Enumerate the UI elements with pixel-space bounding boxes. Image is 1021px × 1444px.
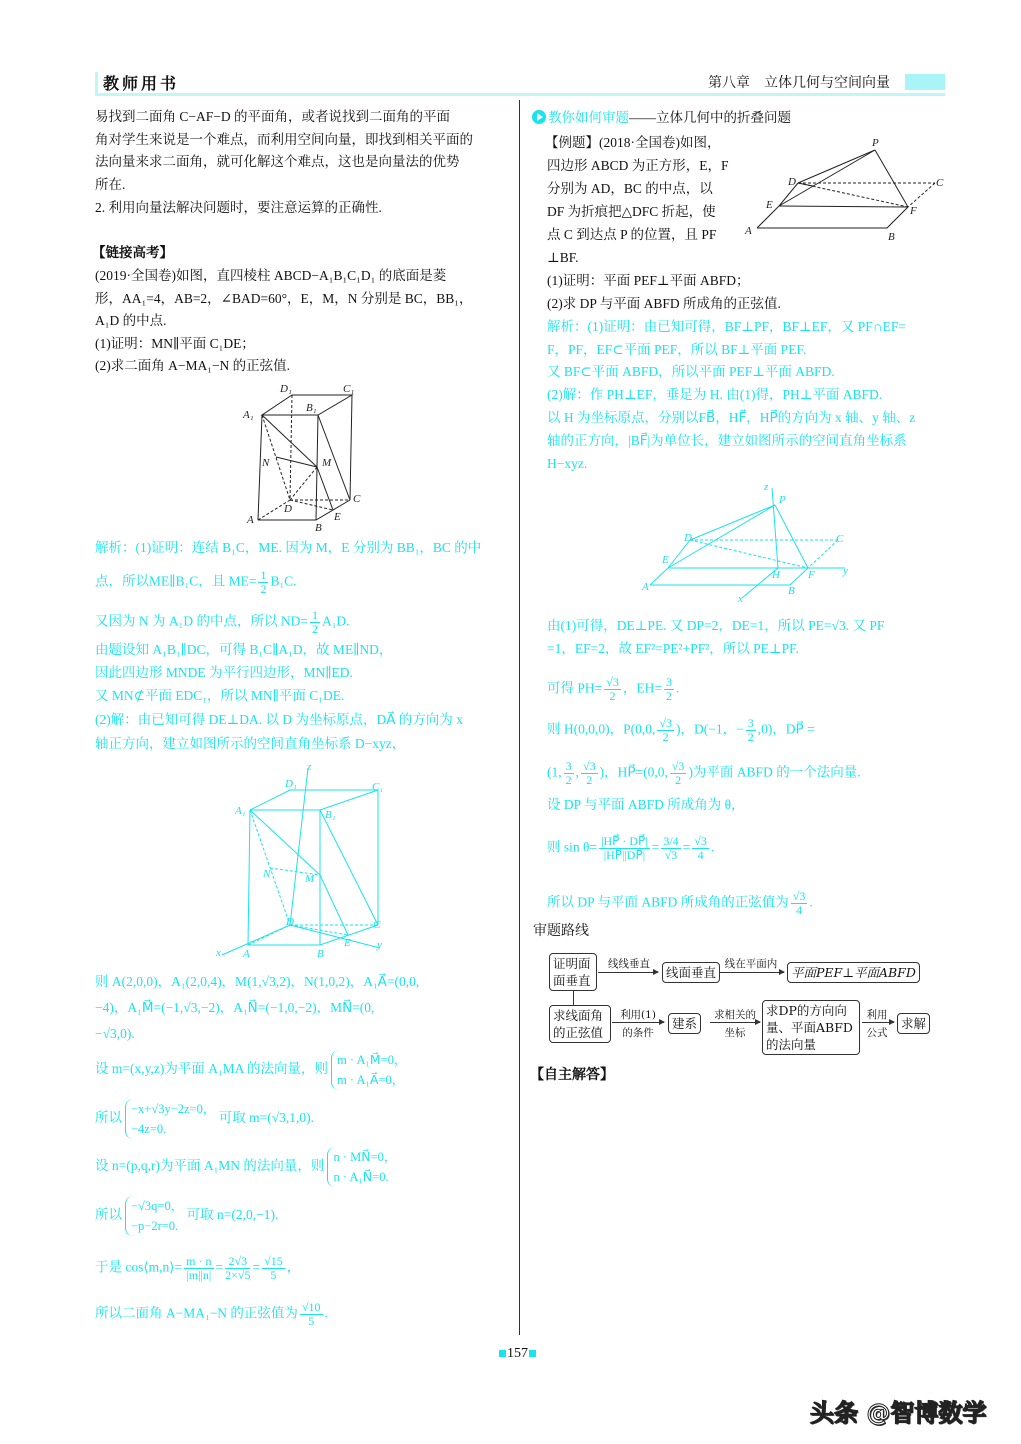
solution-line: 则 A(2,0,0)，A₁(2,0,4)，M(1,√3,2)，N(1,0,2)，A₁A⃗=(0,0, [95, 974, 420, 989]
section-title-review: 教你如何审题——立体几何中的折叠问题 [532, 108, 791, 128]
label-d: D [788, 176, 796, 188]
label-a: A [745, 225, 752, 237]
prism-coordinate-figure [215, 760, 390, 960]
flow-label: 利用公式 [866, 1009, 888, 1039]
solution-line: 因此四边形 MNDE 为平行四边形，MN∥ED. [95, 665, 353, 680]
intro-line: 易找到二面角 C−AF−D 的平面角，或者说找到二面角的平面 [95, 109, 450, 124]
flow-box-coordinates: 建系 [668, 1013, 701, 1034]
label-a: A [243, 948, 250, 960]
label-m: M [305, 873, 315, 885]
solution-line: 由题设知 A₁B₁∥DC，可得 B₁C∥A₁D，故 ME∥ND， [95, 642, 393, 657]
solution-line: 则 H(0,0,0)，P(0,0, $\frac{√3}{2}$ )，D(−1，− $\frac{3}{2}$ ,0)，DP⃗ = [547, 716, 815, 744]
self-answer-title: 【自主解答】 [530, 1068, 614, 1083]
flow-box-line-angle: 求线面角的正弦值 [549, 1005, 611, 1043]
label-b1: B₁ [306, 402, 317, 414]
label-c: C [836, 533, 844, 545]
label-p: P [779, 494, 786, 506]
label-y: y [843, 565, 848, 577]
label-z: z [307, 761, 312, 773]
label-z: z [764, 481, 769, 493]
intro-line: 所在. [95, 177, 126, 192]
example-line: 四边形 ABCD 为正方形，E，F [547, 158, 729, 173]
label-b: B [317, 948, 324, 960]
flow-label: 线在平面内 [724, 958, 778, 970]
flow-connector [573, 991, 574, 1005]
label-d: D [684, 532, 692, 544]
flow-box-prove-planes: 证明面面垂直 [549, 953, 597, 991]
label-d: D [286, 916, 294, 928]
label-x: x [216, 947, 221, 959]
header-accent-block [905, 74, 945, 90]
example-line: DF 为折痕把△DFC 折起，使 [547, 204, 716, 219]
label-h: H [772, 569, 780, 581]
example-line: 点 C 到达点 P 的位置，且 PF [547, 227, 717, 242]
solution-line: 可得 PH= $\frac{√3}{2}$ ，EH= $\frac{3}{2}$ . [547, 675, 680, 703]
page-number: 157 [498, 1346, 537, 1362]
problem-line: A₁D 的中点. [95, 313, 167, 328]
solution-line: −4)，A₁M⃗=(−1,√3,−2)，A₁N⃗=(−1,0,−2)，MN⃗=(0, [95, 1000, 375, 1015]
solution-line: −√3,0). [95, 1026, 135, 1041]
label-p: P [872, 137, 879, 149]
solution-line: 以 H 为坐标原点，分别以FB⃗，HF⃗，HP⃗的方向为 x 轴、y 轴、z [547, 410, 916, 425]
label-a: A [247, 514, 254, 526]
label-f: F [910, 205, 917, 217]
solution-line: 于是 cos⟨m,n⟩= $\frac{m \cdot n}{|m||n|}$ = $\frac{2√3}{2\times√5}$ = $\frac{√15}{5}$ ， [95, 1254, 301, 1282]
label-n: N [262, 457, 270, 469]
solution-line: 设 n=(p,q,r)为平面 A₁MN 的法向量，则 n · MN⃗=0， n · A₁N⃗=0. [95, 1147, 396, 1187]
flow-label: 利用(1)的条件 [620, 1009, 656, 1039]
label-c1: C₁ [372, 781, 384, 793]
label-x: x [738, 593, 743, 605]
label-c: C [353, 493, 361, 505]
example-line: (1)证明：平面 PEF⊥平面 ABFD； [547, 273, 750, 288]
label-n: N [263, 868, 271, 880]
example-line: (2)求 DP 与平面 ABFD 所成角的正弦值. [547, 296, 781, 311]
problem-line: (1)证明：MN∥平面 C₁DE； [95, 336, 255, 351]
example-line: ⊥BF. [547, 250, 579, 265]
label-a: A [642, 581, 649, 593]
column-divider [519, 100, 520, 1335]
solution-line: (1, $\frac{3}{2}$ , $\frac{√3}{2}$ )，HP⃗=(0,0, $\frac{√3}{2}$ )为平面 ABFD 的一个法向量. [547, 759, 861, 787]
fold-coordinate-figure [638, 480, 853, 605]
flow-label: 线线垂直 [608, 958, 650, 970]
label-b: B [788, 585, 795, 597]
flow-label: 求相关的坐标 [714, 1009, 756, 1039]
label-c: C [936, 177, 944, 189]
label-b: B [888, 231, 895, 243]
solution-line: =1，EF=2，故 EF²=PE²+PF²，所以 PE⊥PF. [547, 641, 799, 656]
label-e: E [766, 199, 773, 211]
label-m: M [322, 457, 332, 469]
prism-figure [238, 378, 368, 533]
solution-line: 设 m=(x,y,z)为平面 A₁MA 的法向量，则 m · A₁M⃗=0， m · A₁A⃗=0， [95, 1050, 406, 1090]
flow-box-line-plane: 线面垂直 [662, 962, 720, 983]
label-d1: D₁ [280, 383, 292, 395]
solution-line: 解析：(1)证明：由已知可得，BF⊥PF，BF⊥EF，又 PF∩EF= [547, 319, 906, 334]
label-b1: B₁ [325, 809, 336, 821]
solution-line: 解析：(1)证明：连结 B₁C，ME. 因为 M，E 分别为 BB₁，BC 的中 [95, 540, 482, 555]
header-tick [95, 72, 98, 94]
watermark: 头条 @智博数学 [810, 1399, 987, 1427]
solution-line: (2)解：由已知可得 DE⊥DA. 以 D 为坐标原点，DA⃗ 的方向为 x [95, 712, 464, 727]
label-a1: A₁ [243, 409, 254, 421]
solution-line: 轴的正方向，|BF⃗|为单位长，建立如图所示的空间直角坐标系 [547, 433, 907, 448]
header-rule [95, 93, 945, 96]
solution-line: 所以 −√3q=0， −p−2r=0. 可取 n=(2,0,−1). [95, 1196, 278, 1236]
label-e: E [344, 937, 351, 949]
solution-line: 所以 DP 与平面 ABFD 所成角的正弦值为 $\frac{√3}{4}$ . [547, 889, 813, 917]
label-d1: D₁ [285, 778, 297, 790]
problem-line: 形，AA₁=4，AB=2，∠BAD=60°，E，M，N 分别是 BC，BB₁， [95, 291, 473, 306]
problem-line: (2019·全国卷)如图，直四棱柱 ABCD−A₁B₁C₁D₁ 的底面是菱 [95, 268, 447, 283]
solution-line: 所以 −x+√3y−2z=0， −4z=0. 可取 m=(√3,1,0). [95, 1099, 314, 1139]
play-icon [532, 110, 546, 124]
label-d: D [284, 503, 292, 515]
label-c: C [373, 919, 381, 931]
solution-line: 则 sin θ= $\frac{|HP⃗ \cdot DP⃗|}{|HP⃗||DP⃗|}$ = $\frac{3/4}{√3}$ = $\frac{√3}{4}$ . [547, 834, 715, 862]
example-line: 分别为 AD，BC 的中点，以 [547, 181, 713, 196]
flow-box-vectors: 求DP的方向向量、平面ABFD的法向量 [762, 1000, 860, 1055]
route-title: 审题路线 [533, 924, 589, 939]
fold-figure [740, 135, 950, 247]
problem-line: (2)求二面角 A−MA₁−N 的正弦值. [95, 358, 291, 373]
example-line: 【例题】(2018·全国卷)如图， [545, 135, 721, 150]
header-book-label: 教师用书 [103, 74, 180, 93]
solution-line: 又 MN⊄平面 EDC₁，所以 MN∥平面 C₁DE. [95, 688, 345, 703]
solution-line: 又因为 N 为 A₁D 的中点，所以 ND= $\frac{1}{2}$ A₁D. [95, 608, 350, 636]
flow-box-result: 平面PEF⊥平面ABFD [787, 962, 920, 983]
solution-line: 轴正方向，建立如图所示的空间直角坐标系 D−xyz， [95, 736, 406, 751]
label-c1: C₁ [343, 383, 355, 395]
header-chapter: 第八章 立体几何与空间向量 [708, 75, 890, 91]
label-y: y [377, 939, 382, 951]
solution-line: H−xyz. [547, 456, 588, 471]
solution-line: 所以二面角 A−MA₁−N 的正弦值为 $\frac{√10}{5}$ . [95, 1300, 328, 1328]
intro-line: 角对学生来说是一个难点，而利用空间向量，即找到相关平面的 [95, 132, 473, 147]
label-e: E [334, 511, 341, 523]
intro-line: 法向量来求二面角，就可化解这个难点，这也是向量法的优势 [95, 154, 460, 169]
solution-line: 又 BF⊂平面 ABFD，所以平面 PEF⊥平面 ABFD. [547, 364, 835, 379]
label-f: F [808, 569, 815, 581]
solution-line: 由(1)可得，DE⊥PE. 又 DP=2，DE=1，所以 PE=√3. 又 PF [547, 618, 885, 633]
label-a1: A₁ [235, 805, 246, 817]
solution-line: 点，所以ME∥B₁C，且 ME= $\frac{1}{2}$ B₁C. [95, 568, 297, 596]
flow-box-solve: 求解 [897, 1013, 930, 1034]
label-e: E [662, 554, 669, 566]
solution-line: (2)解：作 PH⊥EF，垂足为 H. 由(1)得，PH⊥平面 ABFD. [547, 387, 883, 402]
label-b: B [315, 522, 322, 534]
section-title-link: 【链接高考】 [92, 245, 173, 260]
intro-line: 2. 利用向量法解决问题时，要注意运算的正确性. [95, 200, 382, 215]
solution-line: F，PF，EF⊂平面 PEF，所以 BF⊥平面 PEF. [547, 342, 807, 357]
solution-line: 设 DP 与平面 ABFD 所成角为 θ， [547, 797, 745, 812]
